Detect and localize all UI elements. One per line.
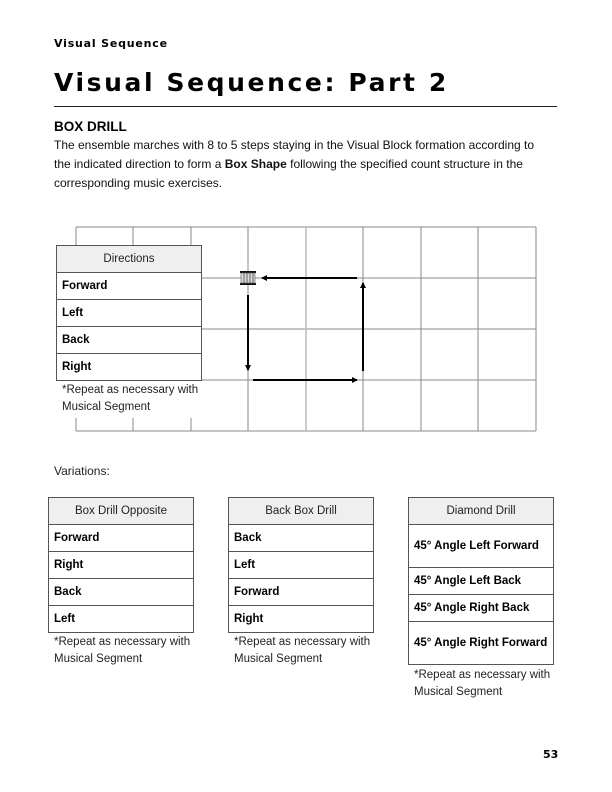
- table-row: Right: [229, 606, 374, 633]
- table-row: 45° Angle Right Back: [409, 595, 554, 622]
- note-line: Musical Segment: [54, 653, 143, 665]
- table-row: Back: [57, 327, 202, 354]
- variations-label: Variations:: [54, 464, 110, 478]
- intro-text-end: following the specified count structure in the corresponding music exercises.: [54, 157, 523, 190]
- table-row: Forward: [49, 525, 194, 552]
- note-line: Musical Segment: [414, 686, 503, 698]
- section-title: BOX DRILL: [54, 119, 127, 134]
- box-drill-opposite-table: [48, 497, 194, 633]
- visual-block-marker-icon: [240, 271, 256, 285]
- intro-emphasis: Box Shape: [224, 157, 287, 171]
- table-row: Right: [49, 552, 194, 579]
- back-box-drill-table: [228, 497, 374, 633]
- table-header: Directions: [57, 246, 202, 273]
- note-line: Musical Segment: [62, 401, 151, 413]
- note-line: *Repeat as necessary with: [54, 636, 191, 648]
- table-header: Diamond Drill: [409, 498, 554, 525]
- note-line: *Repeat as necessary with: [62, 384, 199, 396]
- note-line: Musical Segment: [234, 653, 323, 665]
- note-line: *Repeat as necessary with: [234, 636, 371, 648]
- repeat-note: [54, 634, 204, 668]
- table-row: Left: [229, 552, 374, 579]
- directions-table: [56, 245, 202, 381]
- table-row: Right: [57, 354, 202, 381]
- table-row: Left: [49, 606, 194, 633]
- page-number: 53: [543, 748, 559, 761]
- table-row: Back: [49, 579, 194, 606]
- table-header: Box Drill Opposite: [49, 498, 194, 525]
- table-header: Back Box Drill: [229, 498, 374, 525]
- diamond-drill-table: [408, 497, 554, 665]
- table-row: Forward: [229, 579, 374, 606]
- page-title: Visual Sequence: Part 2: [54, 68, 449, 97]
- running-head: Visual Sequence: [54, 37, 168, 50]
- table-row: 45° Angle Right Forward: [409, 622, 554, 665]
- note-line: *Repeat as necessary with: [414, 669, 551, 681]
- intro-text-start: The ensemble marches with 8 to 5 steps staying in the Visual Block formation according to the indicated direction to form a: [54, 138, 535, 171]
- repeat-note: [62, 382, 212, 416]
- table-row: Back: [229, 525, 374, 552]
- repeat-note: [414, 667, 564, 701]
- table-row: Forward: [57, 273, 202, 300]
- table-row: Left: [57, 300, 202, 327]
- table-row: 45° Angle Left Back: [409, 568, 554, 595]
- repeat-note: [234, 634, 384, 668]
- table-row: 45° Angle Left Forward: [409, 525, 554, 568]
